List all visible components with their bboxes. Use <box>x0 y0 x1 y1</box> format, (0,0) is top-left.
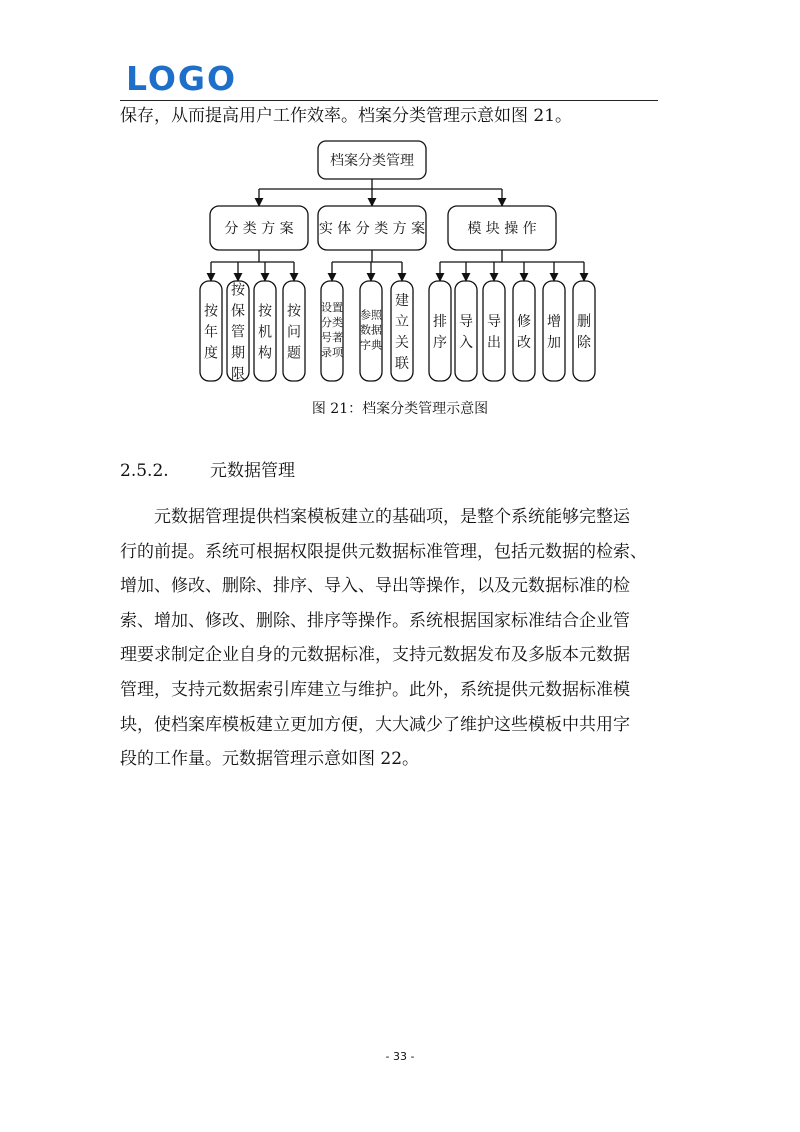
leaf-node-label: 按保管期限 <box>231 282 245 383</box>
leaf-node-label: 按问题 <box>287 303 301 362</box>
leaf-node-label: 按机构 <box>258 303 272 362</box>
body-paragraph <box>120 500 680 777</box>
leaf-node-label: 设置分类号著录项 <box>321 301 343 359</box>
root-node-label: 档案分类管理 <box>330 153 414 169</box>
leaf-node <box>455 281 477 381</box>
leaf-node-label: 增加 <box>547 314 561 351</box>
body-line: 段的工作量。元数据管理示意如图 22。 <box>120 749 420 770</box>
leaf-node-label: 排序 <box>433 314 447 351</box>
page-number: - 33 - <box>385 1050 415 1063</box>
section-heading <box>120 456 295 481</box>
leaf-node-label: 按年度 <box>204 303 218 362</box>
body-line: 索、增加、修改、删除、排序等操作。系统根据国家标准结合企业管 <box>120 610 630 631</box>
leaf-node-label: 删除 <box>577 314 591 351</box>
classification-diagram <box>0 0 800 400</box>
group-node-label: 实 体 分 类 方 案 <box>318 221 426 237</box>
body-line: 增加、修改、删除、排序、导入、导出等操作，以及元数据标准的检 <box>120 576 630 597</box>
logo: LOGO <box>126 59 238 98</box>
leaf-node-label: 修改 <box>517 314 531 351</box>
leaf-node-label: 导出 <box>487 314 501 351</box>
body-line: 行的前提。系统可根据权限提供元数据标准管理，包括元数据的检索、 <box>120 541 647 562</box>
leaf-node <box>573 281 595 381</box>
group-node-label: 模 块 操 作 <box>467 221 537 237</box>
figure-caption: 图 21：档案分类管理示意图 <box>311 401 489 417</box>
section-title: 元数据管理 <box>210 461 295 481</box>
leaf-node-label: 参照数据字典 <box>360 308 382 352</box>
leaf-node <box>483 281 505 381</box>
leaf-node <box>429 281 451 381</box>
leaf-node <box>543 281 565 381</box>
leaf-node <box>513 281 535 381</box>
section-number: 2.5.2. <box>120 461 169 481</box>
intro-line: 保存，从而提高用户工作效率。档案分类管理示意如图 21。 <box>120 106 573 126</box>
body-line: 块，使档案库模板建立更加方便，大大减少了维护这些模板中共用字 <box>120 714 630 735</box>
body-line: 理要求制定企业自身的元数据标准，支持元数据发布及多版本元数据 <box>120 645 630 666</box>
leaf-node-label: 建立关联 <box>395 293 409 372</box>
leaf-node-label: 导入 <box>459 314 473 351</box>
body-line: 元数据管理提供档案模板建立的基础项，是整个系统能够完整运 <box>120 507 630 527</box>
body-line: 管理，支持元数据索引库建立与维护。此外，系统提供元数据标准模 <box>120 679 630 700</box>
group-node-label: 分 类 方 案 <box>224 221 294 237</box>
